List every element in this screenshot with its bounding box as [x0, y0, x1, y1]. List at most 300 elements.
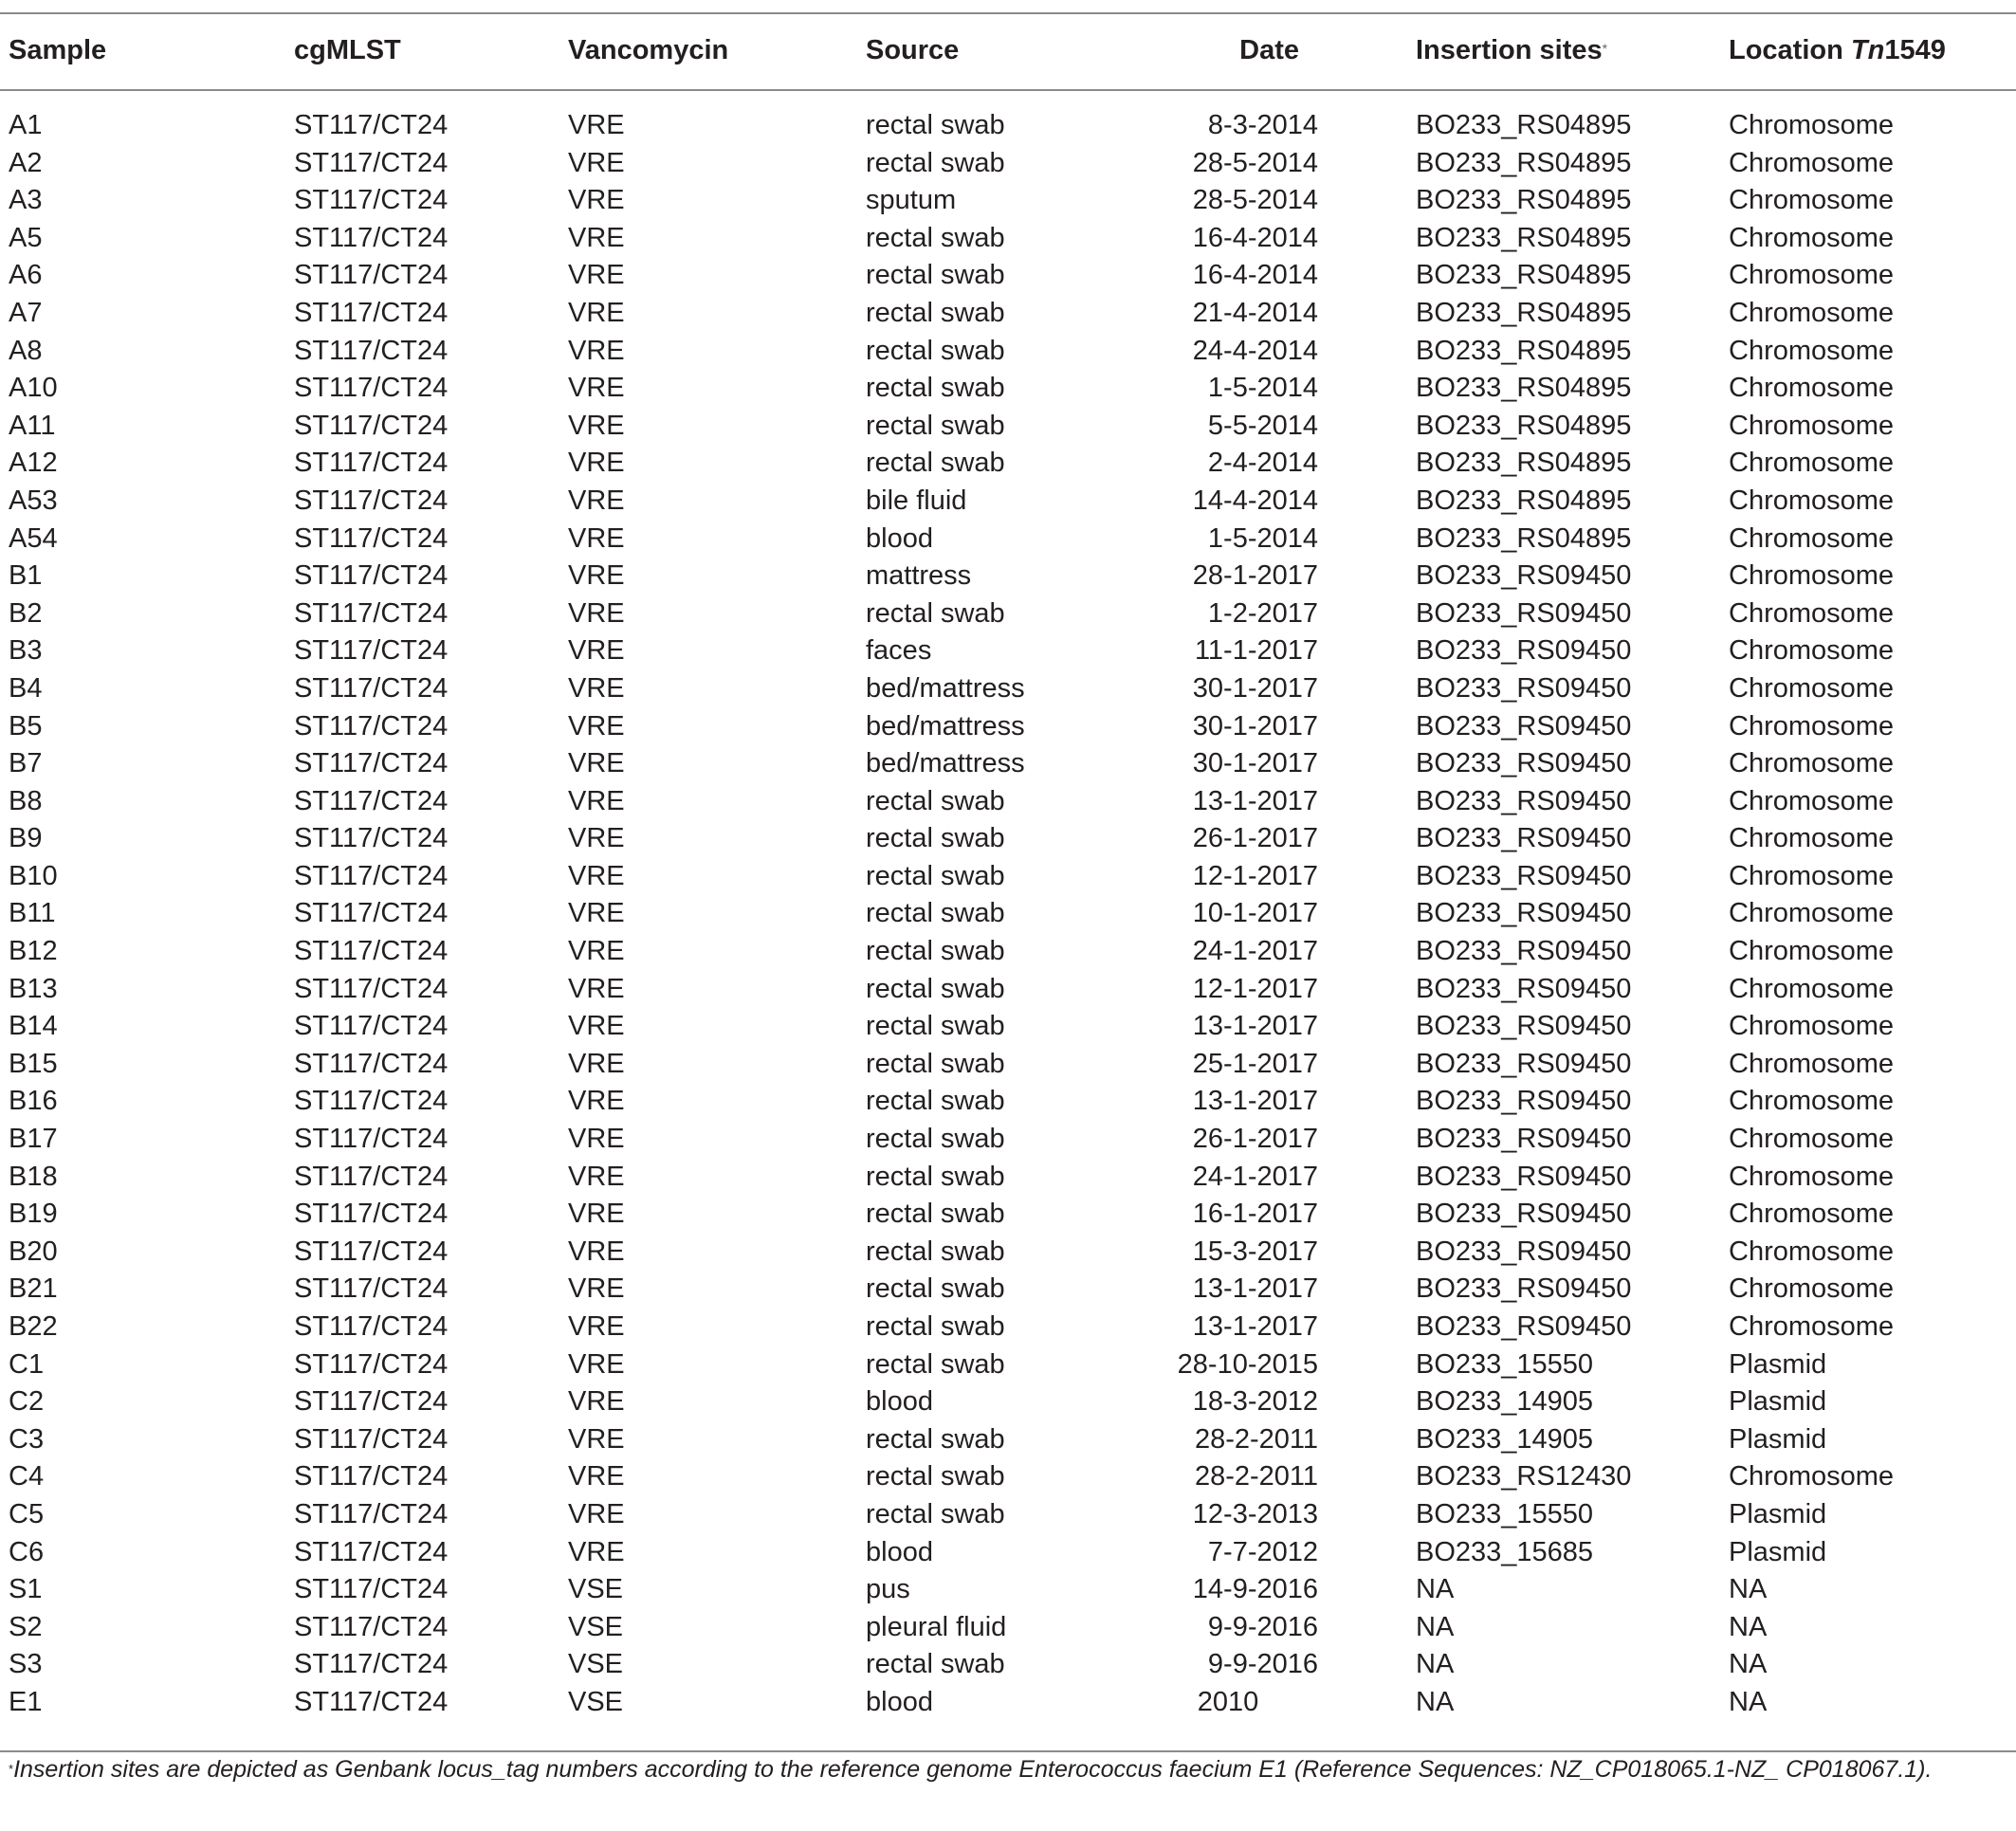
cell-source: rectal swab: [866, 785, 1005, 816]
cell-date: 2-4-2014: [1207, 448, 1318, 479]
cell-sample: B5: [9, 710, 43, 742]
cell-source: rectal swab: [866, 1161, 1005, 1192]
cell-vancomycin: VRE: [568, 260, 625, 291]
cell-source: bed/mattress: [866, 672, 1025, 704]
table-footnote: [9, 1752, 2000, 1786]
cell-source: rectal swab: [866, 860, 1005, 891]
cell-sample: B8: [9, 785, 43, 816]
cell-sample: A53: [9, 485, 58, 516]
cell-vancomycin: VRE: [568, 110, 625, 140]
cell-source: faces: [866, 635, 932, 667]
cell-source: rectal swab: [866, 448, 1005, 479]
cell-cgmlst: ST117/CT24: [294, 1348, 449, 1380]
cell-sample: A10: [9, 373, 58, 404]
header-location: [1729, 36, 1946, 64]
cell-insertion-site: BO233_15550: [1416, 1348, 1594, 1380]
cell-location: Chromosome: [1729, 560, 1895, 592]
cell-insertion-site: BO233_RS04895: [1416, 185, 1632, 216]
table-row: [0, 824, 2016, 862]
cell-location: Chromosome: [1729, 1011, 1895, 1042]
table-row: [0, 1087, 2016, 1125]
cell-vancomycin: VRE: [568, 297, 625, 328]
cell-cgmlst: ST117/CT24: [294, 1048, 449, 1079]
table-row: [0, 1500, 2016, 1538]
table-row: [0, 412, 2016, 449]
cell-sample: A11: [9, 410, 56, 441]
cell-vancomycin: VRE: [568, 185, 625, 216]
header-date: Date: [1239, 35, 1299, 65]
cell-vancomycin: VRE: [568, 222, 625, 253]
cell-location: Chromosome: [1729, 898, 1895, 929]
cell-insertion-site: BO233_RS09450: [1416, 860, 1632, 891]
cell-source: mattress: [866, 560, 972, 592]
cell-location: Chromosome: [1729, 260, 1895, 291]
cell-insertion-site: BO233_RS09450: [1416, 597, 1632, 629]
cell-cgmlst: ST117/CT24: [294, 335, 449, 366]
cell-vancomycin: VRE: [568, 635, 625, 667]
cell-location: Chromosome: [1729, 1124, 1895, 1155]
table-header-row: [0, 12, 2016, 89]
cell-source: blood: [866, 1386, 933, 1418]
cell-date: 28-5-2014: [1192, 185, 1318, 216]
table-row: [0, 1274, 2016, 1312]
cell-source: rectal swab: [866, 1124, 1005, 1155]
header-sample: Sample: [9, 35, 107, 65]
cell-cgmlst: ST117/CT24: [294, 898, 449, 929]
cell-vancomycin: VRE: [568, 748, 625, 779]
cell-source: blood: [866, 1536, 933, 1567]
header-location-prefix: Location: [1729, 35, 1851, 65]
cell-cgmlst: ST117/CT24: [294, 823, 449, 854]
cell-source: rectal swab: [866, 222, 1005, 253]
table-row: [0, 862, 2016, 900]
table-row: [0, 1199, 2016, 1237]
cell-cgmlst: ST117/CT24: [294, 147, 449, 178]
cell-vancomycin: VRE: [568, 860, 625, 891]
table-row: [0, 1688, 2016, 1726]
header-source: Source: [866, 35, 960, 65]
cell-insertion-site: BO233_RS09450: [1416, 672, 1632, 704]
cell-vancomycin: VRE: [568, 1536, 625, 1567]
cell-cgmlst: ST117/CT24: [294, 973, 449, 1004]
cell-insertion-site: BO233_RS09450: [1416, 1011, 1632, 1042]
cell-insertion-site: BO233_RS04895: [1416, 222, 1632, 253]
cell-insertion-site: BO233_RS09450: [1416, 1048, 1632, 1079]
cell-date: 30-1-2017: [1192, 748, 1318, 779]
cell-location: Chromosome: [1729, 1236, 1895, 1267]
cell-date: 11-1-2017: [1194, 635, 1318, 667]
cell-date: 25-1-2017: [1192, 1048, 1318, 1079]
cell-sample: A5: [9, 222, 43, 253]
cell-location: Chromosome: [1729, 147, 1895, 178]
cell-sample: C2: [9, 1386, 45, 1418]
cell-insertion-site: BO233_RS09450: [1416, 710, 1632, 742]
cell-source: rectal swab: [866, 1273, 1005, 1305]
cell-cgmlst: ST117/CT24: [294, 1199, 449, 1230]
cell-vancomycin: VRE: [568, 1273, 625, 1305]
cell-vancomycin: VRE: [568, 1311, 625, 1342]
table-row: [0, 1462, 2016, 1500]
cell-location: NA: [1729, 1574, 1768, 1605]
table-row: [0, 1050, 2016, 1088]
table-row: [0, 1350, 2016, 1388]
cell-source: rectal swab: [866, 1086, 1005, 1117]
table-row: [0, 787, 2016, 825]
footnote-text: Insertion sites are depicted as Genbank locus_tag numbers according to the reference genome Enterococcus faecium E1 (Reference Sequences: NZ_CP018065.1-NZ_ CP018067.1).: [13, 1756, 1933, 1783]
cell-location: Chromosome: [1729, 1461, 1895, 1492]
cell-location: Chromosome: [1729, 410, 1895, 441]
cell-insertion-site: BO233_RS09450: [1416, 973, 1632, 1004]
cell-cgmlst: ST117/CT24: [294, 1311, 449, 1342]
cell-date: 10-1-2017: [1192, 898, 1318, 929]
table-row: [0, 674, 2016, 712]
cell-cgmlst: ST117/CT24: [294, 448, 449, 479]
cell-vancomycin: VRE: [568, 335, 625, 366]
cell-date: 30-1-2017: [1192, 672, 1318, 704]
cell-location: Chromosome: [1729, 710, 1895, 742]
cell-date: 28-2-2011: [1194, 1461, 1318, 1492]
cell-source: bed/mattress: [866, 710, 1025, 742]
cell-date: 30-1-2017: [1192, 710, 1318, 742]
cell-insertion-site: BO233_RS04895: [1416, 373, 1632, 404]
cell-vancomycin: VRE: [568, 410, 625, 441]
cell-location: Plasmid: [1729, 1536, 1827, 1567]
table-row: [0, 1425, 2016, 1463]
cell-insertion-site: BO233_RS04895: [1416, 448, 1632, 479]
cell-sample: B7: [9, 748, 43, 779]
header-insertion-sites: [1416, 36, 1607, 64]
cell-source: bile fluid: [866, 485, 967, 516]
cell-location: Chromosome: [1729, 373, 1895, 404]
cell-insertion-site: BO233_RS12430: [1416, 1461, 1632, 1492]
cell-date: 28-10-2015: [1177, 1348, 1318, 1380]
cell-location: Plasmid: [1729, 1348, 1827, 1380]
cell-insertion-site: BO233_RS09450: [1416, 936, 1632, 967]
cell-source: rectal swab: [866, 373, 1005, 404]
table-row: [0, 1613, 2016, 1651]
cell-cgmlst: ST117/CT24: [294, 672, 449, 704]
cell-cgmlst: ST117/CT24: [294, 635, 449, 667]
cell-location: Chromosome: [1729, 672, 1895, 704]
cell-source: rectal swab: [866, 1199, 1005, 1230]
cell-cgmlst: ST117/CT24: [294, 860, 449, 891]
cell-insertion-site: NA: [1416, 1649, 1455, 1680]
cell-insertion-site: BO233_RS09450: [1416, 748, 1632, 779]
cell-insertion-site: BO233_RS04895: [1416, 335, 1632, 366]
cell-date: 16-1-2017: [1192, 1199, 1318, 1230]
cell-source: rectal swab: [866, 1311, 1005, 1342]
cell-sample: B22: [9, 1311, 58, 1342]
cell-sample: B10: [9, 860, 58, 891]
cell-date: 9-9-2016: [1207, 1649, 1318, 1680]
cell-vancomycin: VRE: [568, 1236, 625, 1267]
cell-date: 26-1-2017: [1192, 1124, 1318, 1155]
cell-vancomycin: VRE: [568, 485, 625, 516]
cell-vancomycin: VRE: [568, 522, 625, 554]
cell-cgmlst: ST117/CT24: [294, 1386, 449, 1418]
cell-source: rectal swab: [866, 1498, 1005, 1529]
cell-date: 28-5-2014: [1192, 147, 1318, 178]
cell-date: 14-4-2014: [1192, 485, 1318, 516]
header-location-tn: Tn: [1850, 35, 1885, 65]
cell-location: NA: [1729, 1649, 1768, 1680]
header-vancomycin: Vancomycin: [568, 35, 729, 65]
cell-cgmlst: ST117/CT24: [294, 485, 449, 516]
cell-insertion-site: BO233_14905: [1416, 1386, 1594, 1418]
cell-cgmlst: ST117/CT24: [294, 1124, 449, 1155]
cell-cgmlst: ST117/CT24: [294, 748, 449, 779]
cell-sample: C3: [9, 1423, 45, 1455]
cell-location: Chromosome: [1729, 748, 1895, 779]
cell-location: Chromosome: [1729, 597, 1895, 629]
table-row: [0, 1650, 2016, 1688]
cell-location: Plasmid: [1729, 1423, 1827, 1455]
cell-sample: B1: [9, 560, 43, 592]
cell-date: 24-4-2014: [1192, 335, 1318, 366]
cell-sample: S1: [9, 1574, 43, 1605]
cell-insertion-site: BO233_RS09450: [1416, 1311, 1632, 1342]
table-row: [0, 186, 2016, 224]
cell-date: 12-1-2017: [1192, 860, 1318, 891]
table-body: [0, 111, 2016, 1726]
cell-date: 1-2-2017: [1207, 597, 1318, 629]
cell-date: 7-7-2012: [1207, 1536, 1318, 1567]
cell-location: Chromosome: [1729, 297, 1895, 328]
table-row: [0, 1012, 2016, 1050]
cell-insertion-site: BO233_RS09450: [1416, 1086, 1632, 1117]
cell-location: NA: [1729, 1686, 1768, 1717]
cell-sample: C4: [9, 1461, 45, 1492]
cell-cgmlst: ST117/CT24: [294, 1273, 449, 1305]
cell-cgmlst: ST117/CT24: [294, 410, 449, 441]
cell-sample: A7: [9, 297, 43, 328]
cell-vancomycin: VRE: [568, 448, 625, 479]
cell-sample: C1: [9, 1348, 45, 1380]
cell-date: 13-1-2017: [1192, 1273, 1318, 1305]
cell-insertion-site: NA: [1416, 1611, 1455, 1642]
cell-source: rectal swab: [866, 1348, 1005, 1380]
cell-source: rectal swab: [866, 936, 1005, 967]
cell-source: rectal swab: [866, 110, 1005, 140]
cell-date: 2010: [1197, 1686, 1259, 1717]
cell-cgmlst: ST117/CT24: [294, 1161, 449, 1192]
table-row: [0, 337, 2016, 375]
cell-date: 16-4-2014: [1192, 260, 1318, 291]
cell-sample: B13: [9, 973, 58, 1004]
cell-location: Chromosome: [1729, 823, 1895, 854]
cell-date: 18-3-2012: [1192, 1386, 1318, 1418]
cell-vancomycin: VRE: [568, 1161, 625, 1192]
cell-location: Chromosome: [1729, 448, 1895, 479]
cell-insertion-site: BO233_15685: [1416, 1536, 1594, 1567]
cell-vancomycin: VRE: [568, 1011, 625, 1042]
table-row: [0, 1387, 2016, 1425]
cell-vancomycin: VSE: [568, 1649, 624, 1680]
cell-insertion-site: BO233_RS09450: [1416, 560, 1632, 592]
cell-location: Chromosome: [1729, 1048, 1895, 1079]
cell-vancomycin: VRE: [568, 1386, 625, 1418]
cell-location: Chromosome: [1729, 335, 1895, 366]
table-row: [0, 937, 2016, 975]
cell-vancomycin: VRE: [568, 785, 625, 816]
cell-date: 14-9-2016: [1192, 1574, 1318, 1605]
table-row: [0, 1125, 2016, 1163]
cell-source: rectal swab: [866, 147, 1005, 178]
cell-location: Chromosome: [1729, 185, 1895, 216]
cell-date: 9-9-2016: [1207, 1611, 1318, 1642]
cell-insertion-site: BO233_RS04895: [1416, 110, 1632, 140]
cell-cgmlst: ST117/CT24: [294, 110, 449, 140]
cell-cgmlst: ST117/CT24: [294, 1461, 449, 1492]
cell-sample: B20: [9, 1236, 58, 1267]
cell-date: 15-3-2017: [1192, 1236, 1318, 1267]
cell-vancomycin: VRE: [568, 597, 625, 629]
header-insertion-label: Insertion sites: [1416, 35, 1603, 65]
cell-date: 5-5-2014: [1207, 410, 1318, 441]
cell-cgmlst: ST117/CT24: [294, 936, 449, 967]
table-row: [0, 975, 2016, 1013]
cell-cgmlst: ST117/CT24: [294, 1423, 449, 1455]
header-location-number: 1549: [1884, 35, 1946, 65]
cell-source: rectal swab: [866, 260, 1005, 291]
cell-source: rectal swab: [866, 297, 1005, 328]
cell-sample: B18: [9, 1161, 58, 1192]
cell-cgmlst: ST117/CT24: [294, 597, 449, 629]
cell-sample: B21: [9, 1273, 58, 1305]
cell-vancomycin: VRE: [568, 1086, 625, 1117]
cell-location: Chromosome: [1729, 1086, 1895, 1117]
cell-location: Chromosome: [1729, 1273, 1895, 1305]
cell-date: 8-3-2014: [1207, 110, 1318, 140]
cell-date: 13-1-2017: [1192, 1311, 1318, 1342]
cell-vancomycin: VRE: [568, 147, 625, 178]
cell-vancomycin: VRE: [568, 898, 625, 929]
table-row: [0, 149, 2016, 187]
cell-cgmlst: ST117/CT24: [294, 1236, 449, 1267]
cell-insertion-site: BO233_RS04895: [1416, 522, 1632, 554]
cell-date: 24-1-2017: [1192, 936, 1318, 967]
cell-location: Chromosome: [1729, 222, 1895, 253]
cell-date: 12-1-2017: [1192, 973, 1318, 1004]
cell-sample: A3: [9, 185, 43, 216]
cell-location: NA: [1729, 1611, 1768, 1642]
table-row: [0, 486, 2016, 524]
cell-sample: B16: [9, 1086, 58, 1117]
cell-vancomycin: VRE: [568, 936, 625, 967]
cell-sample: B17: [9, 1124, 58, 1155]
cell-insertion-site: BO233_RS04895: [1416, 147, 1632, 178]
cell-date: 28-1-2017: [1192, 560, 1318, 592]
cell-sample: B3: [9, 635, 43, 667]
cell-vancomycin: VRE: [568, 1498, 625, 1529]
cell-vancomycin: VSE: [568, 1574, 624, 1605]
cell-cgmlst: ST117/CT24: [294, 1536, 449, 1567]
footnote-marker-symbol: *: [9, 1762, 14, 1776]
cell-cgmlst: ST117/CT24: [294, 1649, 449, 1680]
cell-source: rectal swab: [866, 597, 1005, 629]
table-row: [0, 712, 2016, 750]
cell-vancomycin: VRE: [568, 1124, 625, 1155]
cell-vancomycin: VRE: [568, 672, 625, 704]
cell-source: rectal swab: [866, 823, 1005, 854]
cell-insertion-site: BO233_14905: [1416, 1423, 1594, 1455]
table-row: [0, 524, 2016, 562]
cell-date: 13-1-2017: [1192, 1011, 1318, 1042]
table-row: [0, 1538, 2016, 1576]
cell-insertion-site: NA: [1416, 1686, 1455, 1717]
cell-source: bed/mattress: [866, 748, 1025, 779]
cell-cgmlst: ST117/CT24: [294, 560, 449, 592]
cell-source: rectal swab: [866, 410, 1005, 441]
cell-source: rectal swab: [866, 335, 1005, 366]
table-row: [0, 374, 2016, 412]
cell-date: 16-4-2014: [1192, 222, 1318, 253]
cell-cgmlst: ST117/CT24: [294, 373, 449, 404]
cell-location: Chromosome: [1729, 973, 1895, 1004]
cell-location: Chromosome: [1729, 936, 1895, 967]
cell-location: Chromosome: [1729, 1311, 1895, 1342]
cell-source: blood: [866, 522, 933, 554]
cell-sample: C5: [9, 1498, 45, 1529]
cell-insertion-site: BO233_RS09450: [1416, 1199, 1632, 1230]
table-row: [0, 1237, 2016, 1275]
table-row: [0, 111, 2016, 149]
cell-location: Chromosome: [1729, 110, 1895, 140]
cell-source: rectal swab: [866, 1048, 1005, 1079]
cell-sample: A6: [9, 260, 43, 291]
table-row: [0, 261, 2016, 299]
cell-source: rectal swab: [866, 1236, 1005, 1267]
cell-location: Chromosome: [1729, 485, 1895, 516]
table-header-rule: [0, 89, 2016, 91]
cell-sample: B14: [9, 1011, 58, 1042]
cell-location: Plasmid: [1729, 1386, 1827, 1418]
cell-location: Chromosome: [1729, 635, 1895, 667]
cell-sample: E1: [9, 1686, 43, 1717]
header-cgmlst: cgMLST: [294, 35, 401, 65]
cell-vancomycin: VRE: [568, 1423, 625, 1455]
cell-insertion-site: BO233_RS09450: [1416, 823, 1632, 854]
cell-date: 1-5-2014: [1207, 373, 1318, 404]
cell-insertion-site: BO233_RS09450: [1416, 898, 1632, 929]
cell-sample: C6: [9, 1536, 45, 1567]
table-row: [0, 899, 2016, 937]
cell-insertion-site: BO233_RS04895: [1416, 410, 1632, 441]
cell-vancomycin: VRE: [568, 1348, 625, 1380]
table-row: [0, 599, 2016, 637]
cell-insertion-site: BO233_RS09450: [1416, 1273, 1632, 1305]
cell-sample: S2: [9, 1611, 43, 1642]
table-row: [0, 299, 2016, 337]
cell-vancomycin: VRE: [568, 1461, 625, 1492]
cell-insertion-site: BO233_RS09450: [1416, 1236, 1632, 1267]
cell-source: rectal swab: [866, 1423, 1005, 1455]
cell-location: Chromosome: [1729, 860, 1895, 891]
cell-cgmlst: ST117/CT24: [294, 1086, 449, 1117]
cell-vancomycin: VRE: [568, 1048, 625, 1079]
table-row: [0, 1163, 2016, 1200]
cell-sample: B11: [9, 898, 56, 929]
cell-source: rectal swab: [866, 898, 1005, 929]
cell-vancomycin: VRE: [568, 710, 625, 742]
cell-location: Chromosome: [1729, 1199, 1895, 1230]
cell-cgmlst: ST117/CT24: [294, 1574, 449, 1605]
cell-source: rectal swab: [866, 1649, 1005, 1680]
cell-date: 1-5-2014: [1207, 522, 1318, 554]
cell-cgmlst: ST117/CT24: [294, 522, 449, 554]
cell-cgmlst: ST117/CT24: [294, 222, 449, 253]
table-row: [0, 749, 2016, 787]
